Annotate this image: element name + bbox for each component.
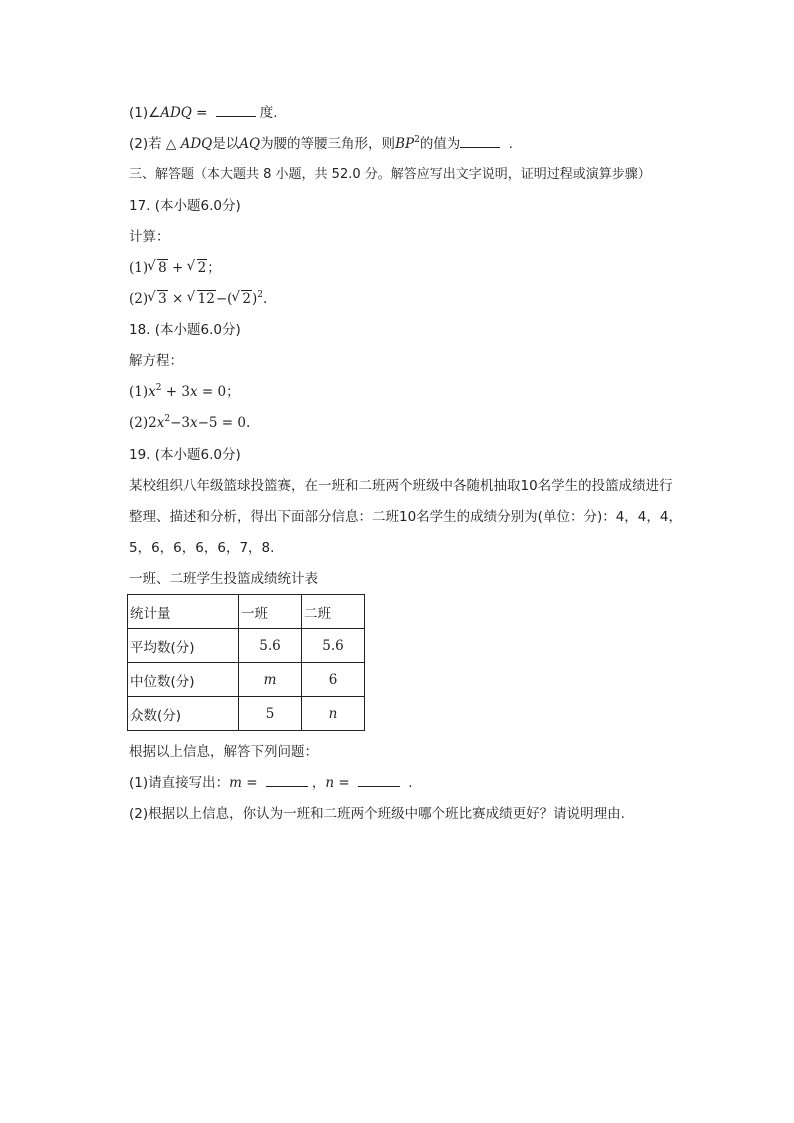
table-cell: 众数(分) bbox=[128, 697, 239, 731]
q18-part2 bbox=[129, 414, 250, 432]
radicand: 12 bbox=[197, 291, 215, 307]
text: 是以 bbox=[212, 136, 240, 152]
text: + 3 bbox=[161, 384, 190, 400]
math-var: n bbox=[325, 775, 335, 791]
q19-paragraph-line3: 5，6，6，6，6，7，8. bbox=[129, 540, 275, 556]
q18-instruction: 解方程： bbox=[129, 353, 183, 369]
radicand: 2 bbox=[197, 260, 207, 276]
superscript: 2 bbox=[155, 383, 162, 393]
math-var: x bbox=[189, 415, 198, 431]
section-heading: 三、解答题（本大题共 8 小题，共 52.0 分。解答应写出文字说明，证明过程或演算步骤） bbox=[129, 167, 651, 182]
q17-part1 bbox=[129, 259, 221, 277]
answer-blank-m[interactable] bbox=[266, 774, 308, 787]
math-var: x bbox=[148, 384, 156, 400]
table-header-row bbox=[128, 595, 365, 629]
text: (2)2 bbox=[129, 415, 157, 431]
radicand: 8 bbox=[158, 260, 167, 276]
text: = bbox=[334, 775, 354, 791]
math-var: m bbox=[229, 775, 242, 791]
math-var: AQ bbox=[239, 136, 261, 152]
table-cell: n bbox=[302, 697, 365, 731]
q19-paragraph-line1: 某校组织八年级篮球投篮赛，在一班和二班两个班级中各随机抽取10名学生的投篮成绩进行 bbox=[129, 478, 673, 494]
text: ， bbox=[311, 775, 326, 791]
table-title: 一班、二班学生投篮成绩统计表 bbox=[129, 571, 318, 587]
q17-instruction: 计算： bbox=[129, 229, 170, 245]
q18-header: 18. (本小题6.0分) bbox=[129, 322, 241, 338]
math-var: ADQ bbox=[180, 136, 213, 152]
radicand: 3 bbox=[158, 291, 167, 307]
text: ) bbox=[252, 291, 258, 307]
sqrt-symbol bbox=[148, 259, 168, 277]
q19-paragraph-line2: 整理、描述和分析，得出下面部分信息：二班10名学生的成绩分别为(单位：分)：4，4，4， bbox=[129, 509, 682, 525]
math-var: x bbox=[156, 415, 165, 431]
text: = 0； bbox=[197, 384, 240, 400]
math-var: BP bbox=[395, 136, 415, 152]
sqrt-symbol bbox=[232, 290, 252, 308]
superscript: 2 bbox=[257, 290, 264, 300]
text: = bbox=[191, 105, 212, 121]
math-var: ADQ bbox=[160, 105, 192, 121]
sqrt-symbol bbox=[188, 259, 208, 277]
text: (1)请直接写出： bbox=[129, 775, 230, 791]
answer-blank-n[interactable] bbox=[358, 774, 400, 787]
table-cell: 5.6 bbox=[239, 629, 302, 663]
text: . bbox=[263, 291, 268, 307]
text: −5 = 0. bbox=[197, 415, 251, 431]
sqrt-symbol bbox=[188, 290, 216, 308]
text: (1) bbox=[129, 384, 149, 400]
table-cell: 6 bbox=[302, 663, 365, 697]
text: (1)∠ bbox=[129, 105, 161, 121]
table-header-cell: 一班 bbox=[239, 595, 302, 629]
table-row bbox=[128, 663, 365, 697]
table-header-cell: 二班 bbox=[302, 595, 365, 629]
text: 为腰的等腰三角形，则 bbox=[260, 136, 396, 152]
q19-header: 19. (本小题6.0分) bbox=[129, 447, 241, 463]
text: 度. bbox=[259, 105, 278, 121]
math-var: x bbox=[189, 384, 198, 400]
q17-part2 bbox=[129, 290, 267, 308]
stats-table bbox=[127, 594, 365, 731]
radicand: 2 bbox=[242, 291, 251, 307]
text: (1) bbox=[129, 260, 149, 276]
text: . bbox=[403, 775, 413, 791]
q19-part1 bbox=[129, 774, 413, 792]
text: −( bbox=[215, 291, 233, 307]
text: 的值为 bbox=[419, 136, 461, 152]
answer-blank[interactable] bbox=[460, 135, 500, 148]
text: × bbox=[167, 291, 188, 307]
text: −3 bbox=[170, 415, 190, 431]
text: + bbox=[167, 260, 188, 276]
table-row bbox=[128, 697, 365, 731]
q19-after-table: 根据以上信息，解答下列问题： bbox=[129, 744, 318, 760]
text: (2) bbox=[129, 291, 149, 307]
superscript: 2 bbox=[164, 414, 171, 424]
text: ； bbox=[207, 260, 221, 276]
q19-part2: (2)根据以上信息，你认为一班和二班两个班级中哪个班比赛成绩更好？请说明理由. bbox=[129, 806, 625, 822]
table-cell: 5.6 bbox=[302, 629, 365, 663]
answer-blank[interactable] bbox=[216, 104, 256, 117]
superscript: 2 bbox=[414, 135, 420, 145]
table-cell: 平均数(分) bbox=[128, 629, 239, 663]
text: . bbox=[504, 136, 513, 152]
table-cell: m bbox=[239, 663, 302, 697]
text: = bbox=[241, 775, 262, 791]
prev-question-part2 bbox=[129, 135, 513, 153]
text: (2)若 △ bbox=[129, 136, 181, 152]
q18-part1 bbox=[129, 383, 240, 401]
table-cell: 中位数(分) bbox=[128, 663, 239, 697]
table-cell: 5 bbox=[239, 697, 302, 731]
table-row bbox=[128, 629, 365, 663]
table-header-cell: 统计量 bbox=[128, 595, 239, 629]
sqrt-symbol bbox=[148, 290, 168, 308]
q17-header: 17. (本小题6.0分) bbox=[129, 198, 241, 214]
prev-question-part1 bbox=[129, 104, 278, 122]
